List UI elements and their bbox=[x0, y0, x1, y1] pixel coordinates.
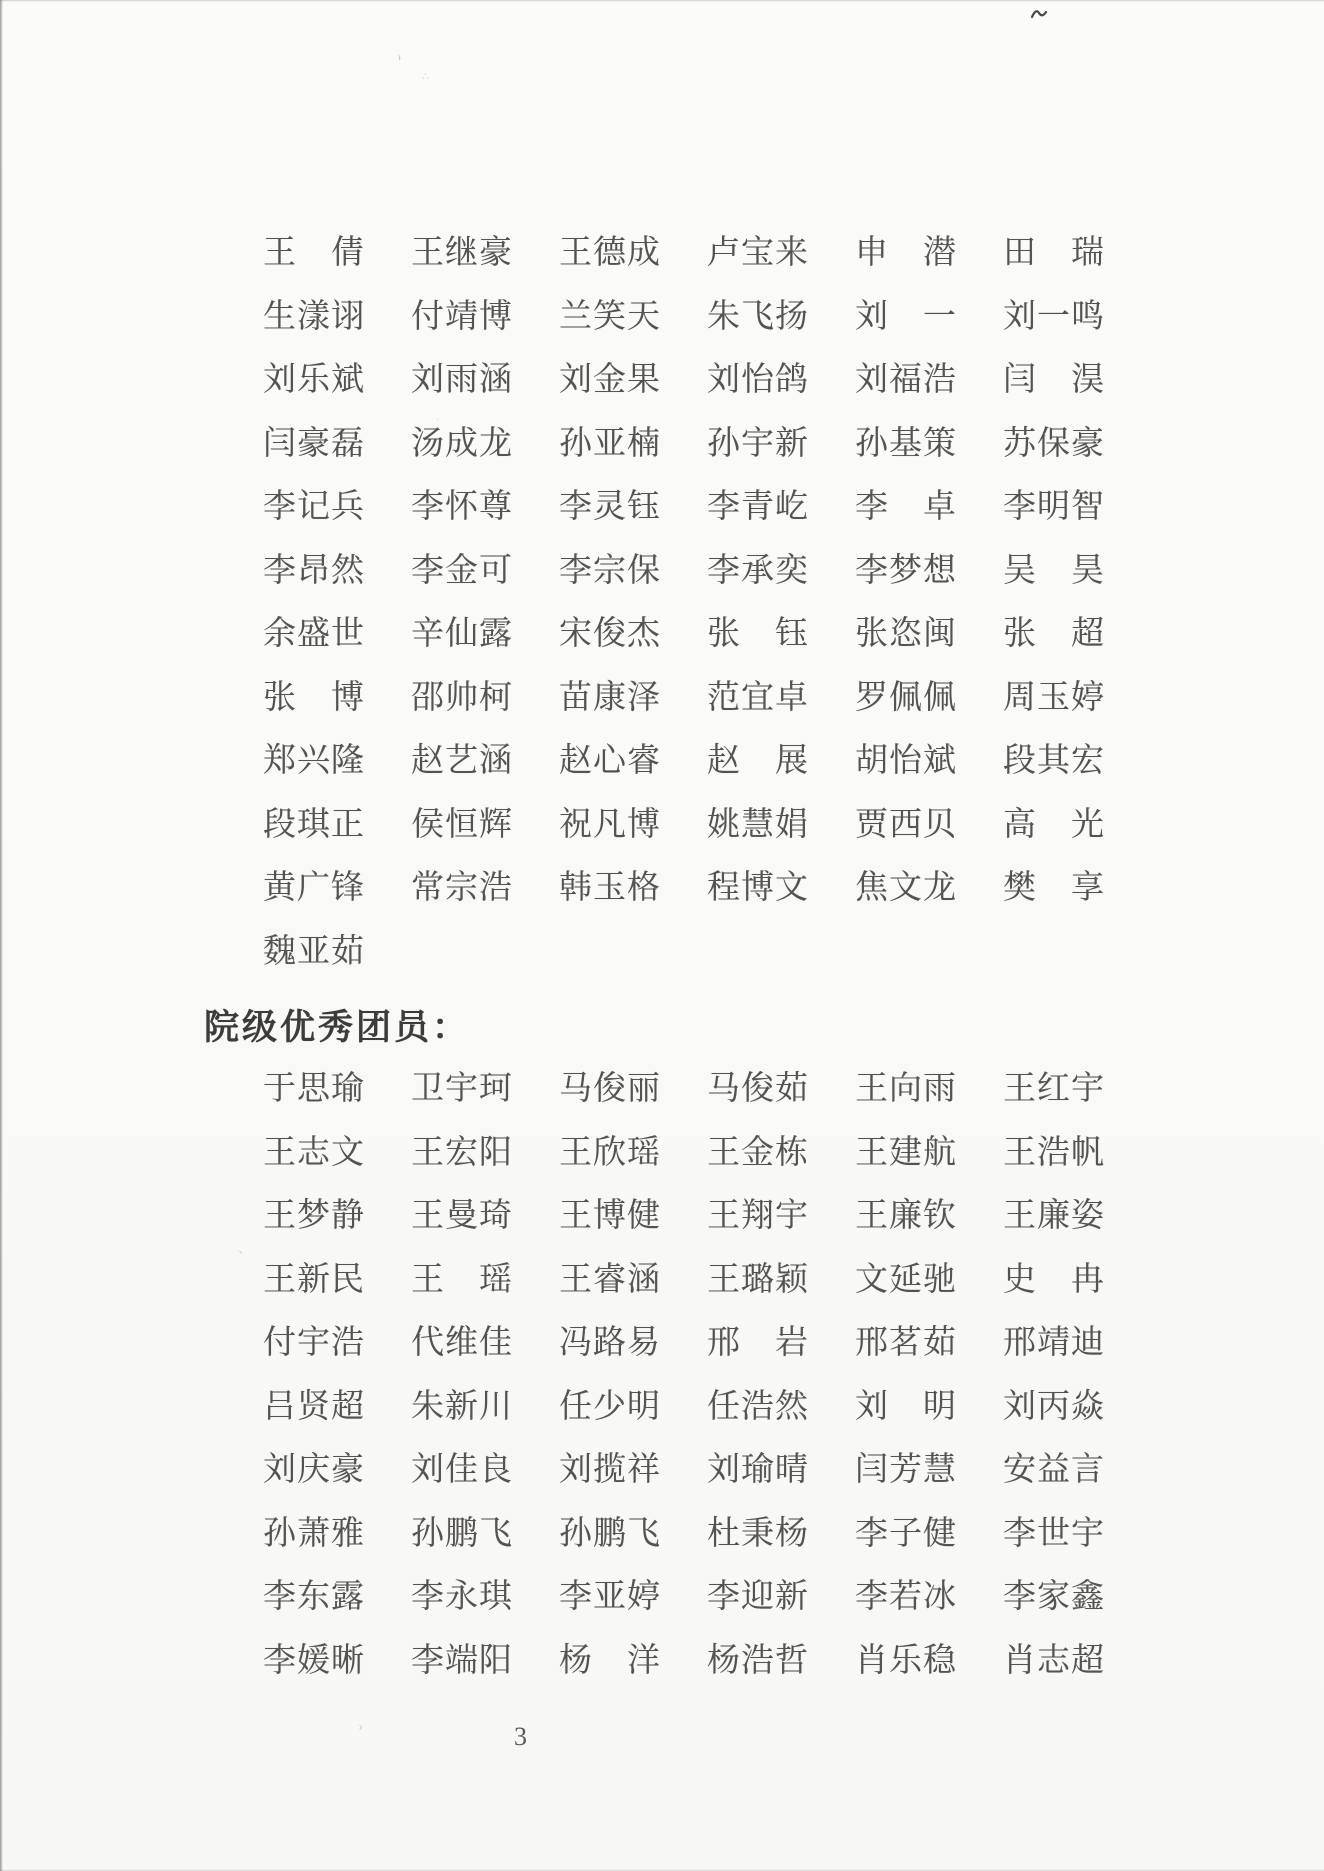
name-cell: 孙宇新 bbox=[707, 425, 809, 462]
name-cell: 付宇浩 bbox=[263, 1325, 365, 1361]
name-cell: 刘金果 bbox=[559, 362, 661, 398]
name-row bbox=[263, 421, 1324, 485]
name-cell: 孙基策 bbox=[855, 425, 957, 462]
name-cell: 王博健 bbox=[559, 1198, 661, 1234]
name-cell: 肖乐稳 bbox=[855, 1642, 957, 1679]
name-cell: 段琪正 bbox=[263, 806, 365, 843]
name-cell: 张 博 bbox=[263, 679, 365, 716]
name-cell: 史 冉 bbox=[1003, 1261, 1105, 1298]
name-cell: 吴 昊 bbox=[1003, 552, 1105, 589]
name-cell: 孙鹏飞 bbox=[411, 1515, 513, 1552]
name-cell: 李世宇 bbox=[1003, 1515, 1105, 1552]
name-row bbox=[263, 1257, 1324, 1321]
name-cell: 申 潜 bbox=[855, 235, 957, 271]
name-cell: 张 超 bbox=[1003, 616, 1105, 652]
name-cell: 李梦想 bbox=[855, 552, 957, 589]
name-cell: 王璐颖 bbox=[707, 1261, 809, 1298]
name-cell: 汤成龙 bbox=[411, 425, 513, 462]
name-cell: 李迎新 bbox=[707, 1579, 809, 1615]
name-cell: 王继豪 bbox=[411, 235, 513, 271]
name-cell: 刘乐斌 bbox=[263, 362, 365, 398]
name-cell: 李亚婷 bbox=[559, 1579, 661, 1615]
name-cell: 侯恒辉 bbox=[411, 806, 513, 843]
name-cell: 王 瑶 bbox=[411, 1261, 513, 1298]
name-cell: 刘揽祥 bbox=[559, 1452, 661, 1488]
name-cell: 李记兵 bbox=[263, 489, 365, 525]
name-cell: 李灵钰 bbox=[559, 489, 661, 525]
name-row bbox=[263, 484, 1324, 548]
name-row bbox=[263, 230, 1324, 294]
name-cell: 王廉钦 bbox=[855, 1198, 957, 1234]
name-row bbox=[263, 1447, 1324, 1511]
name-cell: 宋俊杰 bbox=[559, 616, 661, 652]
name-cell: 邢靖迪 bbox=[1003, 1325, 1105, 1361]
name-cell: 马俊丽 bbox=[559, 1071, 661, 1107]
name-cell: 安益言 bbox=[1003, 1452, 1105, 1488]
name-cell: 李 卓 bbox=[855, 489, 957, 525]
name-cell: 闫 淏 bbox=[1003, 362, 1105, 398]
name-cell: 文延驰 bbox=[855, 1261, 957, 1298]
name-cell: 李明智 bbox=[1003, 489, 1105, 525]
name-cell: 朱飞扬 bbox=[707, 298, 809, 335]
name-cell: 王建航 bbox=[855, 1134, 957, 1171]
name-cell: 刘 明 bbox=[855, 1388, 957, 1425]
name-row bbox=[263, 1193, 1324, 1257]
scan-edge-artifact-top bbox=[0, 0, 1324, 2]
name-cell: 王红宇 bbox=[1003, 1071, 1105, 1107]
name-cell: 高 光 bbox=[1003, 806, 1105, 843]
name-cell: 李端阳 bbox=[411, 1642, 513, 1679]
name-cell: 祝凡博 bbox=[559, 806, 661, 843]
name-row bbox=[263, 1574, 1324, 1638]
name-row bbox=[263, 548, 1324, 612]
pen-mark bbox=[1030, 5, 1048, 23]
section-header-college-level-outstanding-members: 院级优秀团员： bbox=[204, 1008, 471, 1047]
name-cell: 杨浩哲 bbox=[707, 1642, 809, 1679]
name-cell: 肖志超 bbox=[1003, 1642, 1105, 1679]
name-cell: 焦文龙 bbox=[855, 870, 957, 906]
name-cell: 魏亚茹 bbox=[263, 933, 365, 970]
name-cell: 兰笑天 bbox=[559, 298, 661, 335]
name-cell: 朱新川 bbox=[411, 1388, 513, 1425]
name-list-section-2 bbox=[0, 1066, 1324, 1701]
name-cell: 王廉姿 bbox=[1003, 1198, 1105, 1234]
name-cell: 刘佳良 bbox=[411, 1452, 513, 1488]
name-cell: 李宗保 bbox=[559, 552, 661, 589]
name-cell: 贾西贝 bbox=[855, 806, 957, 843]
name-cell: 孙鹏飞 bbox=[559, 1515, 661, 1552]
name-cell: 刘庆豪 bbox=[263, 1452, 365, 1488]
name-cell: 余盛世 bbox=[263, 616, 365, 652]
name-cell: 王睿涵 bbox=[559, 1261, 661, 1298]
name-cell: 李承奕 bbox=[707, 552, 809, 589]
name-cell: 罗佩佩 bbox=[855, 679, 957, 716]
page-number: 3 bbox=[514, 1722, 527, 1751]
name-cell: 常宗浩 bbox=[411, 870, 513, 906]
name-cell: 刘丙焱 bbox=[1003, 1388, 1105, 1425]
name-cell: 邢 岩 bbox=[707, 1325, 809, 1361]
name-cell: 王浩帆 bbox=[1003, 1134, 1105, 1171]
name-row bbox=[263, 1320, 1324, 1384]
name-cell: 生漾诩 bbox=[263, 298, 365, 335]
name-row bbox=[263, 929, 1324, 993]
name-cell: 代维佳 bbox=[411, 1325, 513, 1361]
name-cell: 程博文 bbox=[707, 870, 809, 906]
name-cell: 任少明 bbox=[559, 1388, 661, 1425]
name-cell: 樊 享 bbox=[1003, 870, 1105, 906]
name-row bbox=[263, 675, 1324, 739]
name-cell: 闫芳慧 bbox=[855, 1452, 957, 1488]
name-cell: 周玉婷 bbox=[1003, 679, 1105, 716]
scan-speck: · bbox=[436, 415, 440, 426]
name-cell: 李青屹 bbox=[707, 489, 809, 525]
name-cell: 苗康泽 bbox=[559, 679, 661, 716]
scan-speck: ∴ bbox=[422, 71, 429, 83]
name-cell: 李子健 bbox=[855, 1515, 957, 1552]
name-cell: 辛仙露 bbox=[411, 616, 513, 652]
name-cell: 王 倩 bbox=[263, 235, 365, 271]
name-cell: 邵帅柯 bbox=[411, 679, 513, 716]
name-cell: 付靖博 bbox=[411, 298, 513, 335]
name-cell: 马俊茹 bbox=[707, 1071, 809, 1107]
name-row bbox=[263, 1638, 1324, 1702]
name-row bbox=[263, 294, 1324, 358]
name-cell: 李怀尊 bbox=[411, 489, 513, 525]
name-cell: 任浩然 bbox=[707, 1388, 809, 1425]
name-cell: 李永琪 bbox=[411, 1579, 513, 1615]
name-cell: 闫豪磊 bbox=[263, 425, 365, 462]
name-cell: 孙萧雅 bbox=[263, 1515, 365, 1552]
name-row bbox=[263, 357, 1324, 421]
name-cell: 王德成 bbox=[559, 235, 661, 271]
scan-speck: 、 bbox=[238, 1242, 252, 1257]
name-cell: 黄广锋 bbox=[263, 870, 365, 906]
name-cell: 杨 洋 bbox=[559, 1642, 661, 1679]
name-row bbox=[263, 802, 1324, 866]
name-cell: 卫宇珂 bbox=[411, 1071, 513, 1107]
name-cell: 王金栋 bbox=[707, 1134, 809, 1171]
name-row bbox=[263, 865, 1324, 929]
name-cell: 王向雨 bbox=[855, 1071, 957, 1107]
name-cell: 刘一鸣 bbox=[1003, 298, 1105, 335]
name-cell: 李媛晰 bbox=[263, 1642, 365, 1679]
name-cell: 刘 一 bbox=[855, 298, 957, 335]
name-cell: 姚慧娟 bbox=[707, 806, 809, 843]
name-cell: 邢茗茹 bbox=[855, 1325, 957, 1361]
name-cell: 王欣瑶 bbox=[559, 1134, 661, 1171]
name-cell: 张 钰 bbox=[707, 616, 809, 652]
name-cell: 范宜卓 bbox=[707, 679, 809, 716]
name-cell: 王曼琦 bbox=[411, 1198, 513, 1234]
name-cell: 于思瑜 bbox=[263, 1071, 365, 1107]
name-cell: 卢宝来 bbox=[707, 235, 809, 271]
name-row bbox=[263, 611, 1324, 675]
name-cell: 李金可 bbox=[411, 552, 513, 589]
name-cell: 王梦静 bbox=[263, 1198, 365, 1234]
name-cell: 赵艺涵 bbox=[411, 743, 513, 779]
name-cell: 王翔宇 bbox=[707, 1198, 809, 1234]
name-cell: 韩玉格 bbox=[559, 870, 661, 906]
name-cell: 刘怡鸽 bbox=[707, 362, 809, 398]
name-cell: 李昂然 bbox=[263, 552, 365, 589]
name-cell: 田 瑞 bbox=[1003, 235, 1105, 271]
name-cell: 吕贤超 bbox=[263, 1388, 365, 1425]
name-cell: 苏保豪 bbox=[1003, 425, 1105, 462]
name-cell: 李若冰 bbox=[855, 1579, 957, 1615]
name-cell: 刘瑜晴 bbox=[707, 1452, 809, 1488]
name-row bbox=[263, 1384, 1324, 1448]
name-cell: 赵心睿 bbox=[559, 743, 661, 779]
scan-speck: ヽ bbox=[388, 48, 408, 69]
name-cell: 李家鑫 bbox=[1003, 1579, 1105, 1615]
name-cell: 刘雨涵 bbox=[411, 362, 513, 398]
name-row bbox=[263, 1066, 1324, 1130]
name-cell: 郑兴隆 bbox=[263, 743, 365, 779]
name-cell: 赵 展 bbox=[707, 743, 809, 779]
name-cell: 王新民 bbox=[263, 1261, 365, 1298]
name-cell: 胡怡斌 bbox=[855, 743, 957, 779]
name-cell: 刘福浩 bbox=[855, 362, 957, 398]
name-cell: 杜秉杨 bbox=[707, 1515, 809, 1552]
name-cell: 王宏阳 bbox=[411, 1134, 513, 1171]
name-cell: 孙亚楠 bbox=[559, 425, 661, 462]
name-list-section-1 bbox=[0, 230, 1324, 992]
name-cell: 段其宏 bbox=[1003, 743, 1105, 779]
name-row bbox=[263, 1130, 1324, 1194]
name-row bbox=[263, 738, 1324, 802]
name-cell: 冯路易 bbox=[559, 1325, 661, 1361]
name-cell: 王志文 bbox=[263, 1134, 365, 1171]
name-cell: 李东露 bbox=[263, 1579, 365, 1615]
scan-speck: › bbox=[358, 1718, 364, 1735]
name-row bbox=[263, 1511, 1324, 1575]
name-cell: 张恣闽 bbox=[855, 616, 957, 652]
